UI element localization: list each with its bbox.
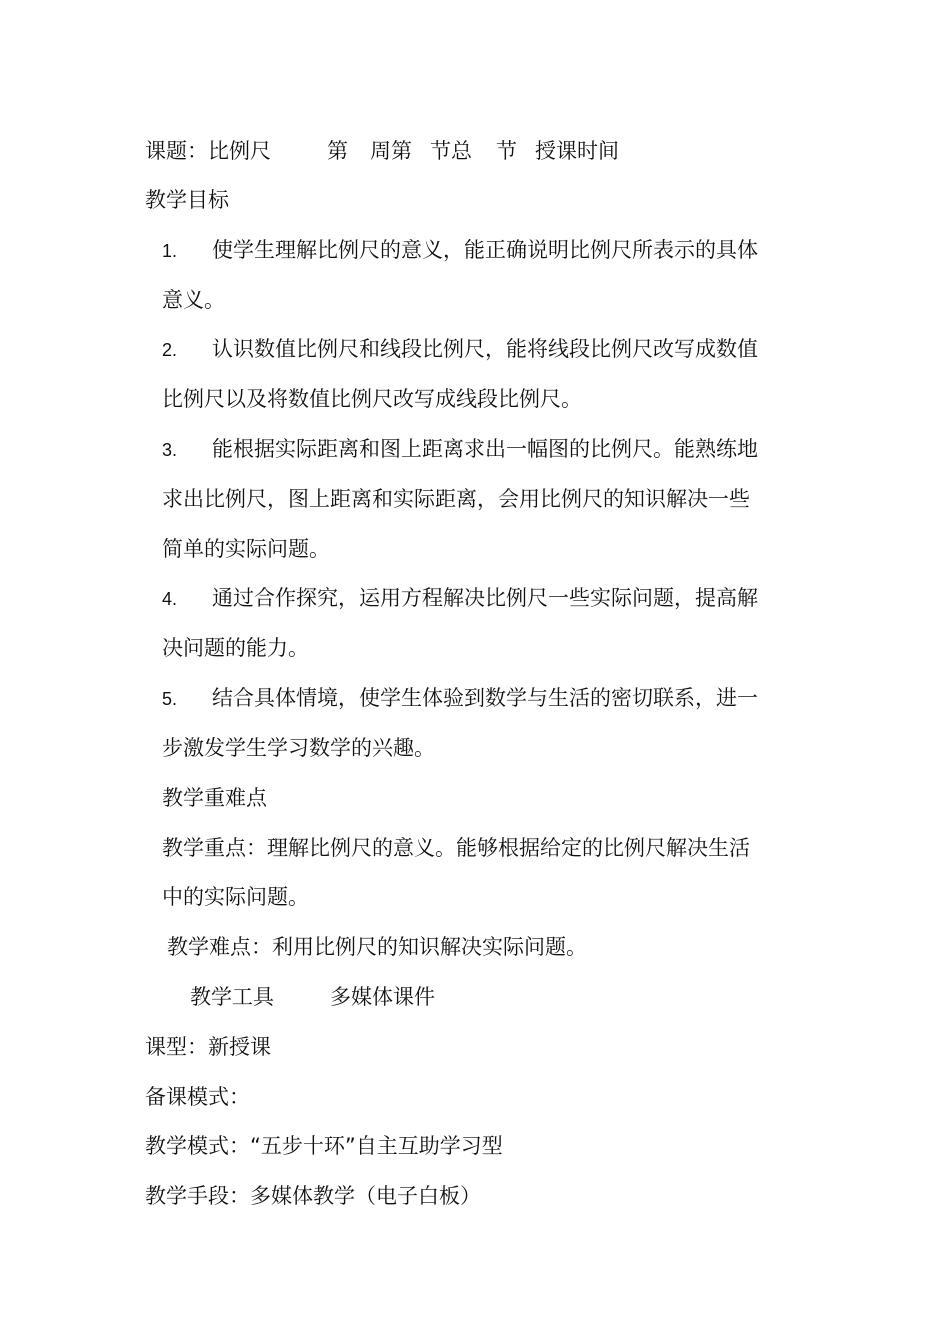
objective-3-number: 3. xyxy=(162,440,178,460)
tools-label: 教学工具 xyxy=(190,985,274,1009)
objective-4-line-2: 决问题的能力。 xyxy=(162,636,309,660)
difficult-point: 教学难点：利用比例尺的知识解决实际问题。 xyxy=(167,935,587,959)
objective-4-number: 4. xyxy=(162,589,178,609)
prep-mode: 备课模式： xyxy=(145,1085,250,1109)
objective-3-line-1: 能根据实际距离和图上距离求出一幅图的比例尺。能熟练地 xyxy=(212,437,758,461)
week-label-a: 第 xyxy=(327,139,348,163)
objective-1-line-2: 意义。 xyxy=(162,288,225,312)
teaching-means: 教学手段：多媒体教学（电子白板） xyxy=(145,1184,481,1208)
lesson-type: 课型：新授课 xyxy=(145,1035,271,1059)
objective-2-line-2: 比例尺以及将数值比例尺改写成线段比例尺。 xyxy=(162,387,582,411)
objective-1-line-1: 使学生理解比例尺的意义，能正确说明比例尺所表示的具体 xyxy=(212,238,758,262)
objective-3-line-3: 简单的实际问题。 xyxy=(162,537,330,561)
tools-value: 多媒体课件 xyxy=(330,985,435,1009)
topic: 课题：比例尺 xyxy=(145,139,271,163)
objective-5-line-1: 结合具体情境，使学生体验到数学与生活的密切联系，进一 xyxy=(212,686,758,710)
tools-line xyxy=(190,982,435,1012)
key-point-line-1: 教学重点：理解比例尺的意义。能够根据给定的比例尺解决生活 xyxy=(162,836,750,860)
objective-1-number: 1. xyxy=(162,241,178,261)
section-label-a: 节总 xyxy=(430,139,472,163)
objectives-heading: 教学目标 xyxy=(145,188,229,212)
section-label-b: 节 xyxy=(496,139,517,163)
objective-2-number: 2. xyxy=(162,340,178,360)
lesson-time-label: 授课时间 xyxy=(535,139,619,163)
header-line xyxy=(145,136,619,166)
key-point-line-2: 中的实际问题。 xyxy=(162,885,309,909)
difficulty-heading: 教学重难点 xyxy=(162,786,267,810)
objective-5-number: 5. xyxy=(162,689,178,709)
objective-4-line-1: 通过合作探究，运用方程解决比例尺一些实际问题，提高解 xyxy=(212,586,758,610)
objective-5-line-2: 步激发学生学习数学的兴趣。 xyxy=(162,736,435,760)
week-label-b: 周第 xyxy=(370,139,412,163)
objective-3-line-2: 求出比例尺，图上距离和实际距离，会用比例尺的知识解决一些 xyxy=(162,487,750,511)
teaching-mode: 教学模式：“五步十环”自主互助学习型 xyxy=(145,1134,503,1158)
objective-2-line-1: 认识数值比例尺和线段比例尺，能将线段比例尺改写成数值 xyxy=(212,337,758,361)
